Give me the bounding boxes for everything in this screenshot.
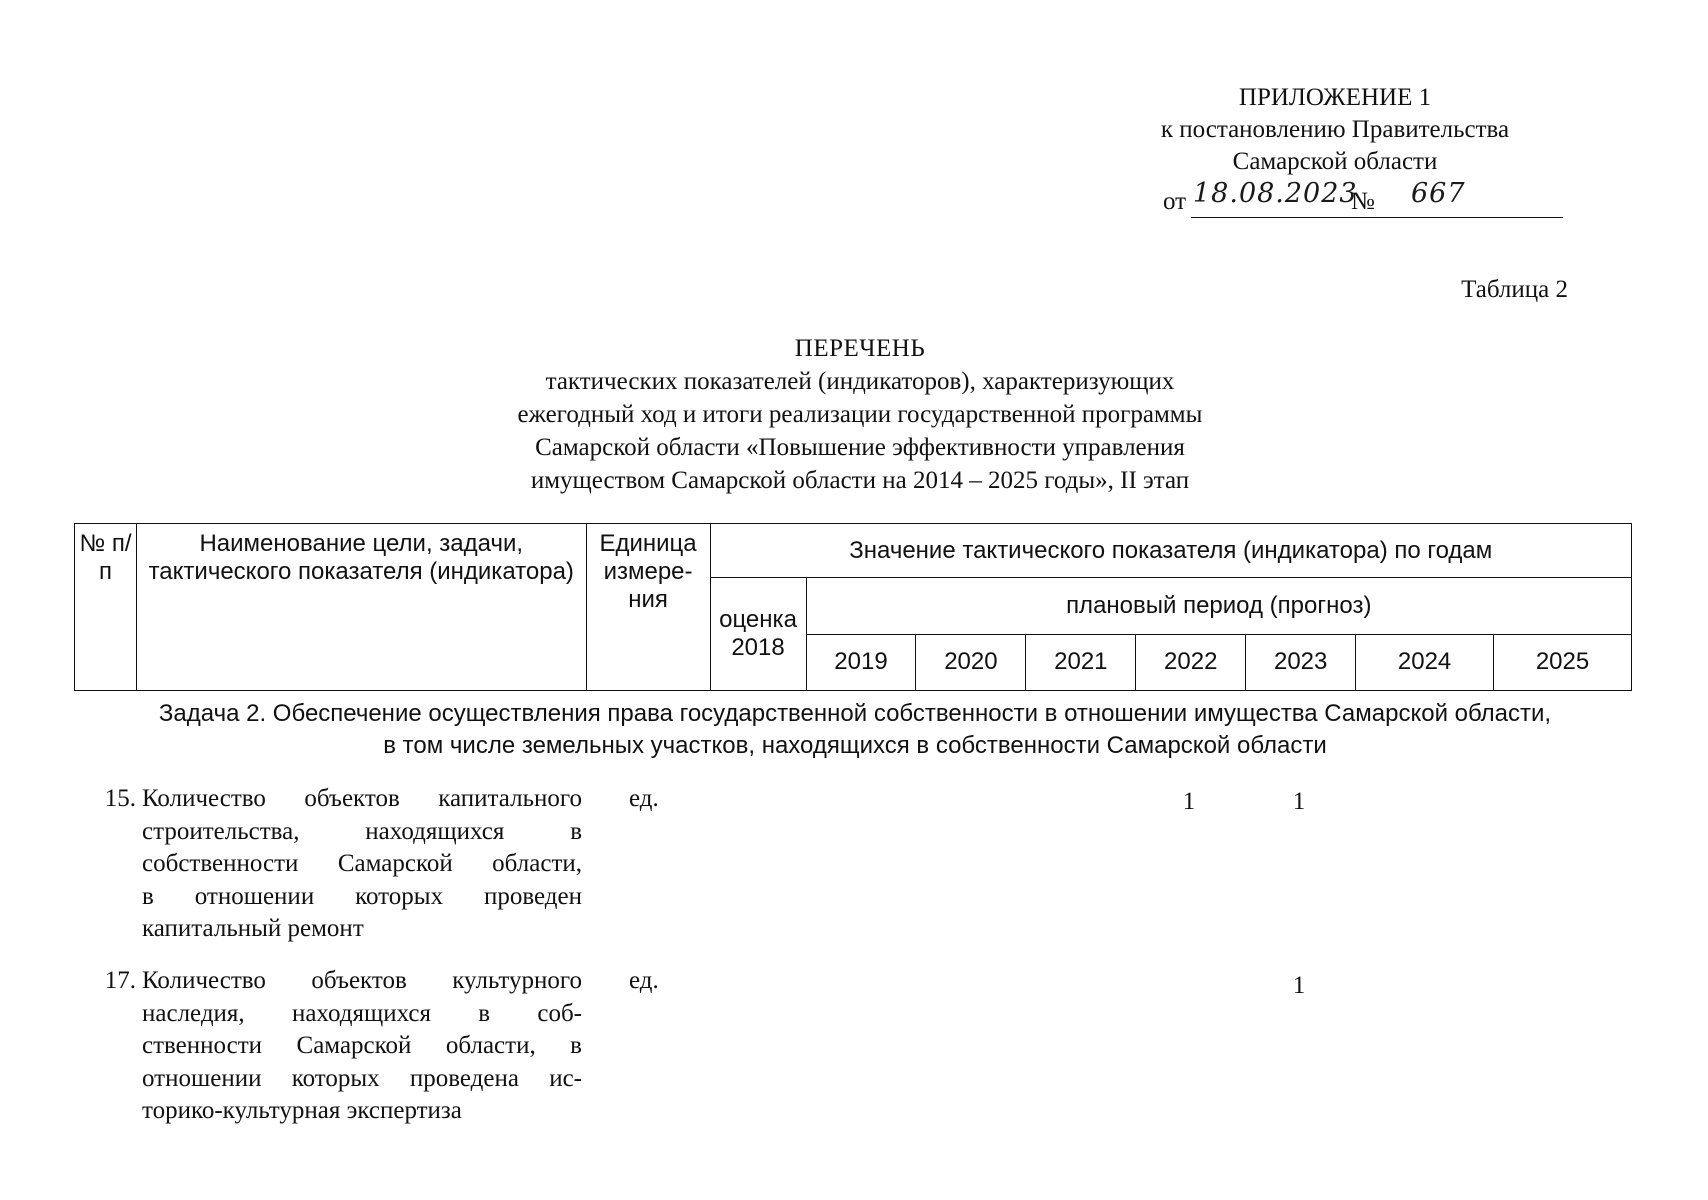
indicator-name-line: отношении которых проведена ис- [142,1064,582,1092]
year-header-2025: 2025 [1494,634,1632,690]
appendix-line-1: к постановлению Правительства [1160,116,1510,143]
resolution-date-number [1163,178,1563,218]
indicator-unit: ед. [629,967,659,994]
value-2022: 1 [1182,788,1196,815]
handwritten-number: 667 [1411,178,1466,209]
number-underline [1383,217,1563,218]
task-2-heading [95,698,1615,762]
year-header-2023: 2023 [1246,634,1356,690]
indicator-name-line: торико-культурная экспертиза [142,1097,462,1124]
unit-column-header: Единица измере-ния [586,524,710,691]
estimate-column-header: оценка 2018 [710,578,806,691]
year-header-2024: 2024 [1356,634,1494,690]
year-header-2021: 2021 [1026,634,1136,690]
from-label: от [1163,188,1187,215]
indicator-name-line: в отношении которых проведен [142,882,582,910]
heading-line-3: Самарской области «Повышение эффективности управления [535,434,1185,461]
task-line-1: Задача 2. Обеспечение осуществления права государственной собственности в отношении имущества Самарской области, [158,700,1552,727]
value-2023: 1 [1292,788,1306,815]
number-label: № [1351,188,1375,215]
document-heading [300,332,1420,497]
indicator-name-line: строительства, находящихся в [142,817,582,845]
indicator-name-line: ственности Самарской области, в [142,1032,582,1059]
num-column-header: № п/п [75,524,137,691]
indicator-name-line: капитальный ремонт [142,915,364,942]
heading-line-1: тактических показателей (индикаторов), характеризующих [545,368,1175,395]
row-number: 17. [104,967,136,994]
plan-period-header: плановый период (прогноз) [806,578,1631,634]
handwritten-date: 18.08.2023 [1193,178,1358,209]
name-column-header: Наименование цели, задачи, тактического показателя (индикатора) [136,524,586,691]
heading-line-4: имуществом Самарской области на 2014 – 2025 годы», II этап [530,467,1190,494]
values-group-header: Значение тактического показателя (индикатора) по годам [710,524,1631,578]
indicator-name [142,783,582,946]
date-underline [1191,217,1399,218]
indicator-name-line: Количество объектов культурного [142,967,582,994]
indicator-name [142,965,582,1128]
value-2023: 1 [1292,972,1306,999]
task-line-2: в том числе земельных участков, находящихся в собственности Самарской области [383,732,1327,759]
appendix-block [1100,82,1570,178]
table-label: Таблица 2 [1461,276,1568,303]
year-header-2022: 2022 [1136,634,1246,690]
indicators-table-header [74,523,1632,691]
row-number: 15. [104,785,136,812]
indicator-name-line: Количество объектов капитального [142,785,582,812]
year-header-2020: 2020 [916,634,1026,690]
heading-title: ПЕРЕЧЕНЬ [794,335,926,362]
indicator-unit: ед. [629,785,659,812]
appendix-line-2: Самарской области [1232,148,1438,175]
indicator-name-line: наследия, находящихся в соб- [142,999,582,1027]
heading-line-2: ежегодный ход и итоги реализации государственной программы [517,401,1203,428]
year-header-2019: 2019 [806,634,916,690]
indicator-name-line: собственности Самарской области, [142,850,582,877]
appendix-title: ПРИЛОЖЕНИЕ 1 [1238,84,1432,111]
